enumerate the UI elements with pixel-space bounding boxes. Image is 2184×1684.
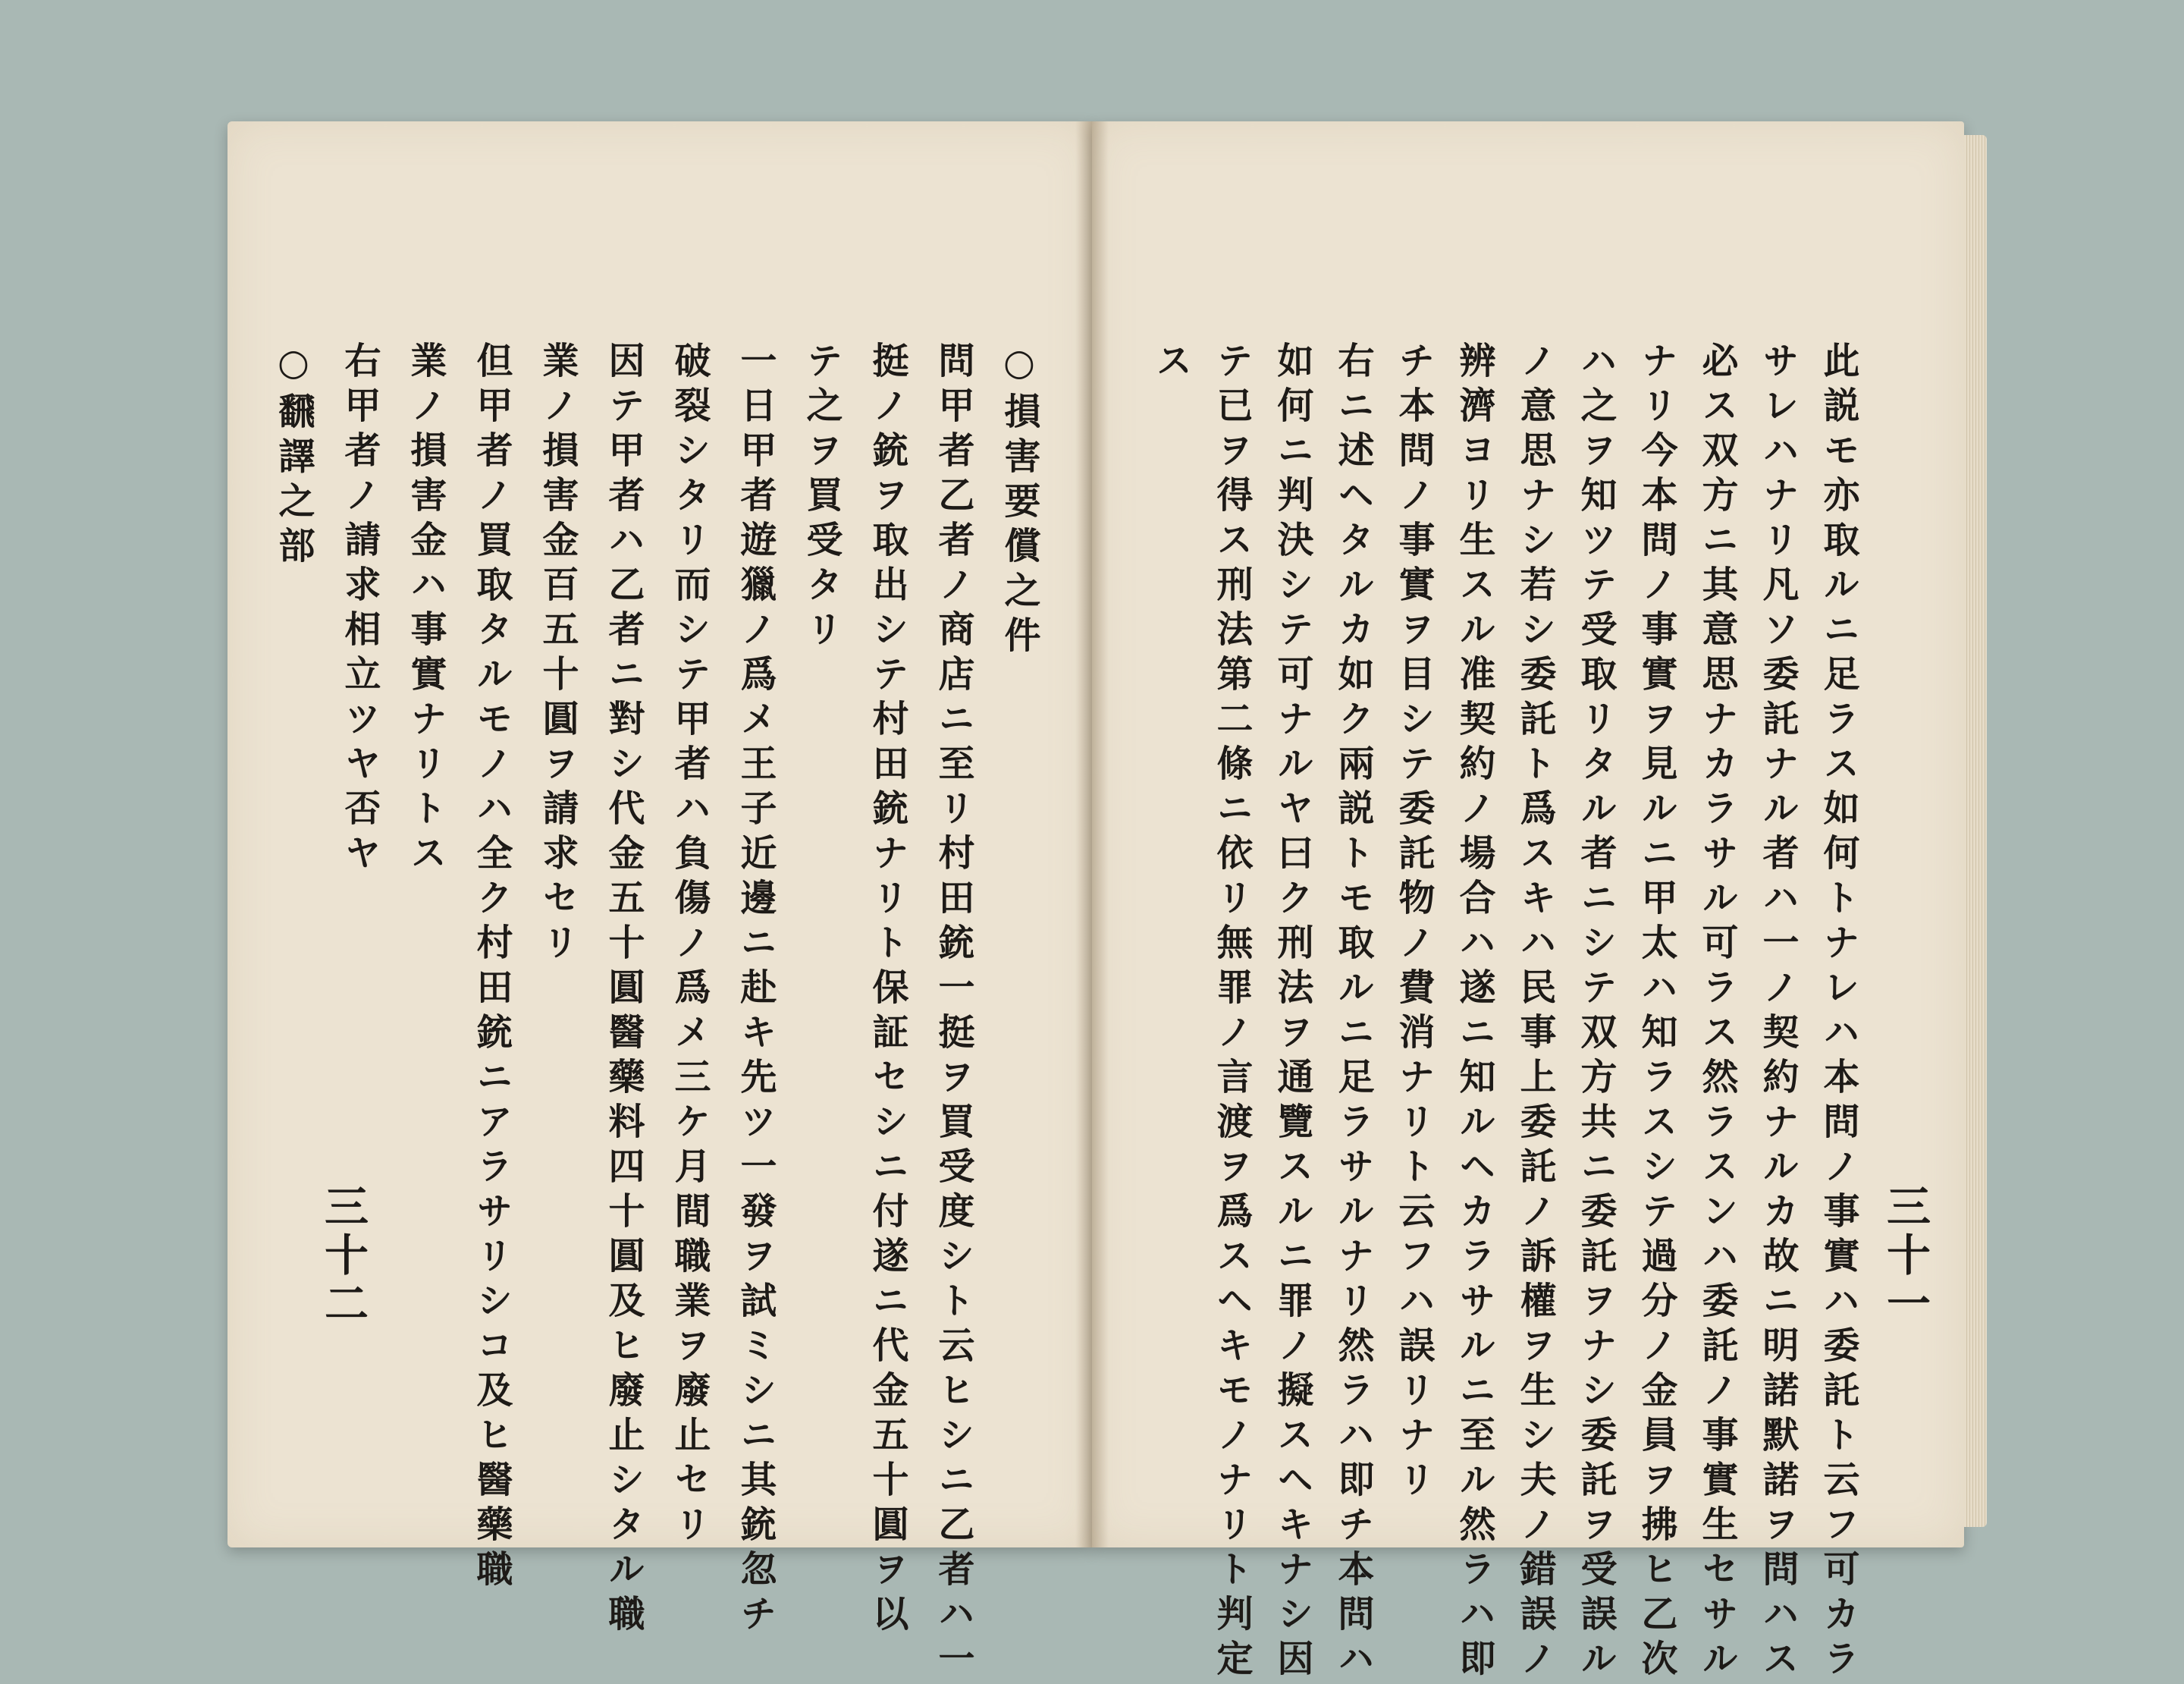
text-column: 業ノ損害金ハ事實ナリトス <box>404 341 447 878</box>
text-column: 辨濟ヨリ生スル准契約ノ場合ハ遂ニ知ルヘカラサルニ至ル然ラハ即 <box>1453 341 1495 1684</box>
page-number: 三十二 <box>317 1183 369 1329</box>
text-column: チ本問ノ事實ヲ目シテ委託物ノ費消ナリト云フハ誤リナリ <box>1392 341 1435 1505</box>
text-column: テ已ヲ得ス刑法第二條ニ依リ無罪ノ言渡ヲ爲スヘキモノナリト判定 <box>1210 341 1253 1684</box>
text-column: 業ノ損害金百五十圓ヲ請求セリ <box>536 341 579 968</box>
text-column: 右甲者ノ請求相立ツヤ否ヤ <box>338 341 381 878</box>
text-column: 問甲者乙者ノ商店ニ至リ村田銃一挺ヲ買受度シト云ヒシニ乙者ハ一 <box>932 341 974 1684</box>
text-column: 必ス双方ニ其意思ナカラサル可ラス然ラスンハ委託ノ事實生セサル <box>1696 341 1738 1684</box>
text-column: ナリ今本問ノ事實ヲ見ルニ甲太ハ知ラスシテ過分ノ金員ヲ拂ヒ乙次 <box>1635 341 1677 1684</box>
text-column: 但甲者ノ買取タルモノハ全ク村田銃ニアラサリシコ及ヒ醫藥職 <box>470 341 513 1594</box>
text-column: 右ニ述ヘタルカ如ク兩説トモ取ルニ足ラサルナリ然ラハ即チ本問ハ <box>1332 341 1374 1684</box>
text-column: ハ之ヲ知ツテ受取リタル者ニシテ双方共ニ委託ヲナシ委託ヲ受誤ル <box>1574 341 1617 1684</box>
text-column: サレハナリ凡ソ委託ナル者ハ一ノ契約ナルカ故ニ明諾默諾ヲ問ハス <box>1756 341 1799 1684</box>
text-column: 此説モ亦取ルニ足ラス如何トナレハ本問ノ事實ハ委託ト云フ可カラ <box>1817 341 1859 1684</box>
text-column: 因テ甲者ハ乙者ニ對シ代金五十圓醫藥料四十圓及ヒ廢止シタル職 <box>602 341 645 1639</box>
page-number: 三十一 <box>1879 1183 1931 1329</box>
text-column: 破裂シタリ而シテ甲者ハ負傷ノ爲メ三ケ月間職業ヲ廢止セリ <box>668 341 711 1550</box>
section-heading-damage-claim: ○損害要償之件 <box>998 341 1040 661</box>
text-column: 一日甲者遊獵ノ爲メ王子近邊ニ赴キ先ツ一發ヲ試ミシニ其銃忽チ <box>734 341 777 1639</box>
text-column: テ之ヲ買受タリ <box>800 341 843 655</box>
text-column: ス <box>1150 341 1192 386</box>
text-column: 如何ニ判決シテ可ナルヤ曰ク刑法ヲ通覽スルニ罪ノ擬スヘキナシ因 <box>1271 341 1313 1684</box>
text-column: ノ意思ナシ若シ委託ト爲スキハ民事上委託ノ訴權ヲ生シ夫ノ錯誤ノ <box>1514 341 1556 1684</box>
page-edges <box>1964 135 1987 1527</box>
section-heading-translation: ○飜譯之部 <box>272 341 315 571</box>
book-spine <box>1075 121 1109 1547</box>
text-column: 挺ノ銃ヲ取出シテ村田銃ナリト保証セシニ付遂ニ代金五十圓ヲ以 <box>866 341 908 1639</box>
